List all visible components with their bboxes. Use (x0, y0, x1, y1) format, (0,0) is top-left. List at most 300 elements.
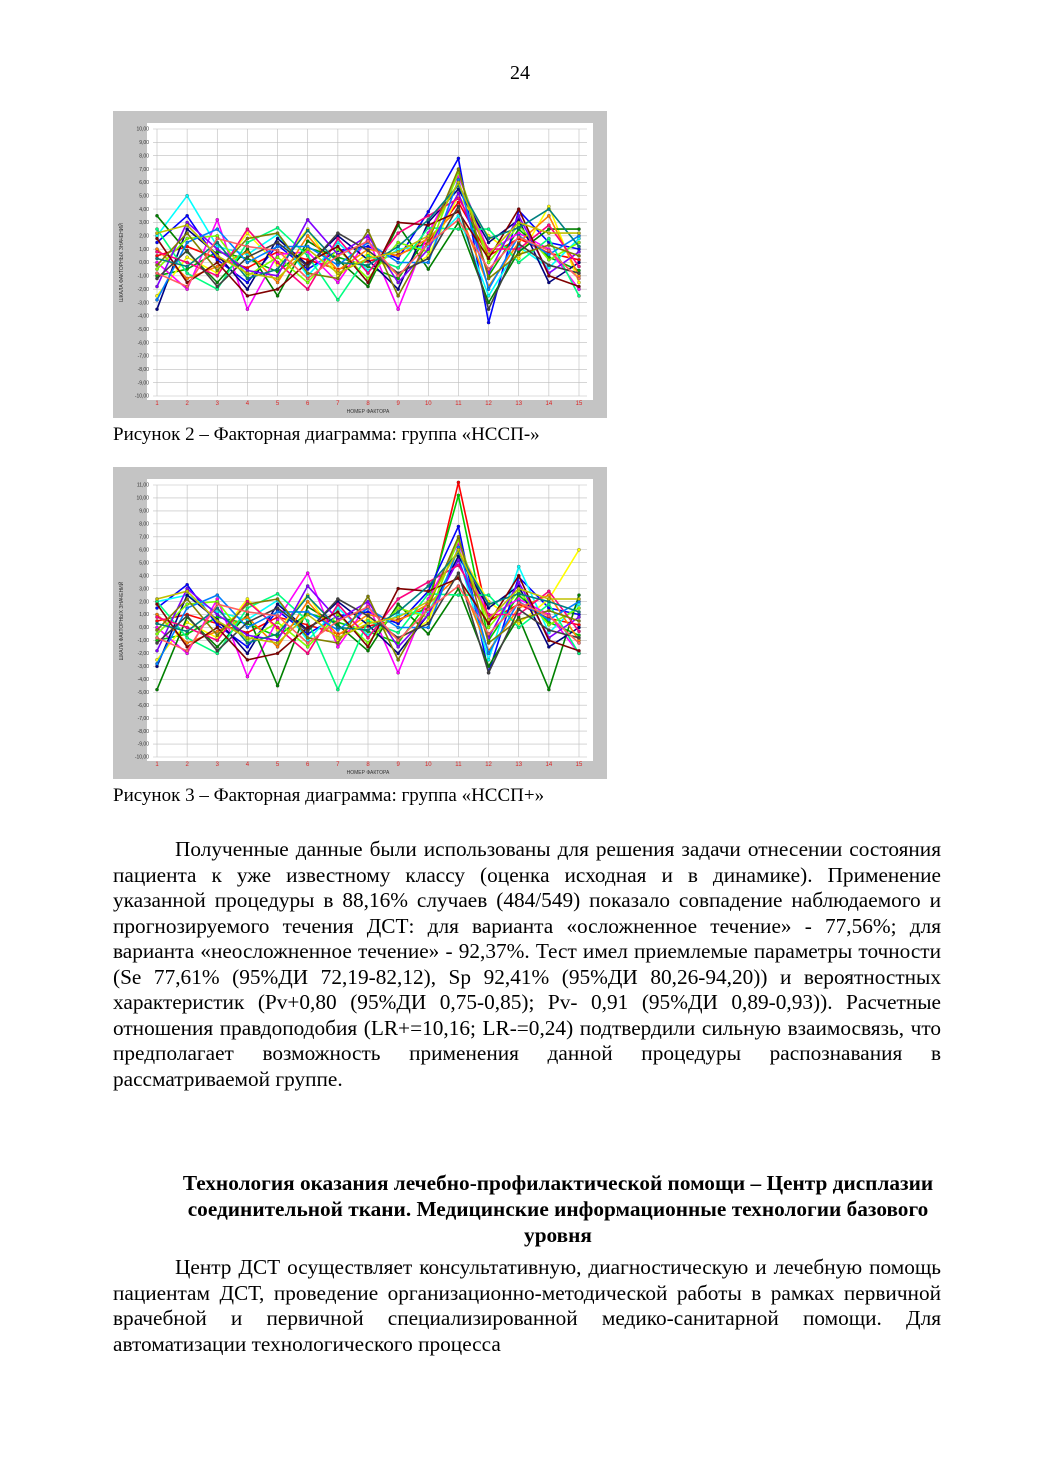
y-tick-label: -9,00 (137, 380, 149, 387)
data-point (427, 622, 430, 625)
y-tick-label: -3,00 (137, 300, 149, 307)
data-point (577, 606, 580, 609)
data-point (397, 266, 400, 269)
data-point (487, 622, 490, 625)
data-point (306, 281, 309, 284)
data-point (246, 288, 249, 291)
data-point (186, 261, 189, 264)
data-point (366, 285, 369, 288)
data-point (336, 641, 339, 644)
data-point (306, 248, 309, 251)
y-tick-label: -8,00 (137, 728, 149, 735)
data-point (276, 294, 279, 297)
data-point (186, 597, 189, 600)
data-point (276, 597, 279, 600)
x-tick-label: 11 (455, 401, 462, 407)
y-tick-label: -6,00 (137, 340, 149, 347)
data-point (397, 616, 400, 619)
data-point (336, 281, 339, 284)
data-point (457, 205, 460, 208)
data-point (427, 234, 430, 237)
data-point (457, 548, 460, 551)
data-point (186, 265, 189, 268)
data-point (427, 242, 430, 245)
data-point (155, 257, 158, 260)
y-tick-label: 6,00 (139, 180, 149, 187)
data-point (517, 601, 520, 604)
data-point (155, 277, 158, 280)
data-point (186, 194, 189, 197)
data-point (306, 265, 309, 268)
data-point (427, 600, 430, 603)
data-point (547, 264, 550, 267)
data-point (276, 641, 279, 644)
y-tick-label: 6,00 (139, 547, 149, 554)
data-point (216, 626, 219, 629)
data-point (427, 584, 430, 587)
data-point (487, 257, 490, 260)
y-tick-label: 1,00 (139, 246, 149, 253)
data-point (397, 652, 400, 655)
data-point (306, 605, 309, 608)
data-point (547, 214, 550, 217)
data-point (366, 628, 369, 631)
data-point (547, 597, 550, 600)
data-point (155, 662, 158, 665)
y-axis-label: ШКАЛА ФАКТОРНЫХ ЗНАЧЕНИЙ (119, 581, 125, 661)
data-point (336, 645, 339, 648)
data-point (216, 639, 219, 642)
y-tick-label: -2,00 (137, 286, 149, 293)
x-tick-label: 6 (306, 762, 310, 768)
data-point (547, 614, 550, 617)
data-point (577, 597, 580, 600)
data-point (155, 308, 158, 311)
x-tick-label: 1 (155, 762, 159, 768)
y-tick-label: -9,00 (137, 741, 149, 748)
data-point (306, 584, 309, 587)
data-point (306, 254, 309, 257)
data-point (246, 256, 249, 259)
data-point (397, 597, 400, 600)
y-tick-label: -5,00 (137, 326, 149, 333)
data-point (517, 257, 520, 260)
data-point (186, 228, 189, 231)
x-tick-label: 14 (545, 401, 553, 407)
data-point (336, 237, 339, 240)
data-point (577, 250, 580, 253)
data-point (397, 645, 400, 648)
data-point (397, 250, 400, 253)
data-point (246, 277, 249, 280)
data-point (186, 590, 189, 593)
data-point (487, 626, 490, 629)
data-point (427, 257, 430, 260)
data-point (216, 218, 219, 221)
data-point (276, 621, 279, 624)
data-point (547, 232, 550, 235)
data-point (397, 619, 400, 622)
data-point (216, 634, 219, 637)
data-point (155, 636, 158, 639)
y-tick-label: -8,00 (137, 367, 149, 373)
data-point (336, 636, 339, 639)
data-point (155, 285, 158, 288)
x-tick-label: 9 (396, 762, 400, 768)
data-point (155, 237, 158, 240)
data-point (427, 590, 430, 593)
data-point (577, 285, 580, 288)
data-point (216, 603, 219, 606)
data-point (216, 593, 219, 596)
data-point (276, 606, 279, 609)
data-point (246, 241, 249, 244)
data-point (155, 268, 158, 271)
data-point (246, 616, 249, 619)
x-axis-label: НОМЕР ФАКТОРА (346, 409, 390, 415)
data-point (397, 308, 400, 311)
x-axis-label: НОМЕР ФАКТОРА (346, 770, 390, 776)
data-point (457, 197, 460, 200)
data-point (276, 261, 279, 264)
y-tick-label: 7,00 (139, 166, 149, 173)
data-point (487, 671, 490, 674)
data-point (547, 224, 550, 227)
data-point (366, 605, 369, 608)
data-point (306, 600, 309, 603)
data-point (186, 256, 189, 259)
data-point (186, 649, 189, 652)
x-tick-label: 6 (306, 401, 310, 407)
data-point (276, 241, 279, 244)
data-point (336, 298, 339, 301)
data-point (306, 571, 309, 574)
chart-svg-2 (113, 467, 607, 779)
data-point (336, 254, 339, 257)
data-point (457, 228, 460, 231)
data-point (216, 645, 219, 648)
section-heading: Технология оказания лечебно-профилактической помощи – Центр дисплазии соединительной ткани. Медицинские информационные технологии базового уровня (182, 1171, 934, 1247)
data-point (577, 548, 580, 551)
x-tick-label: 3 (215, 401, 219, 407)
data-point (276, 614, 279, 617)
data-point (336, 619, 339, 622)
y-axis-label: ШКАЛА ФАКТОРНЫХ ЗНАЧЕНИЙ (119, 223, 125, 302)
data-point (155, 628, 158, 631)
data-point (216, 228, 219, 231)
data-point (186, 241, 189, 244)
factor-chart-2 (113, 467, 607, 779)
data-point (246, 606, 249, 609)
data-point (487, 606, 490, 609)
data-point (246, 272, 249, 275)
data-point (246, 636, 249, 639)
y-tick-label: -7,00 (137, 353, 149, 360)
data-point (547, 645, 550, 648)
data-point (547, 609, 550, 612)
data-point (186, 232, 189, 235)
figure-caption-2: Рисунок 3 – Факторная диаграмма: группа «НССП+» (113, 785, 545, 806)
data-point (186, 630, 189, 633)
data-point (246, 658, 249, 661)
x-tick-label: 14 (545, 762, 553, 768)
y-tick-label: 3,00 (139, 586, 149, 593)
data-point (155, 632, 158, 635)
data-point (397, 606, 400, 609)
data-point (397, 254, 400, 257)
data-point (457, 218, 460, 221)
data-point (216, 237, 219, 240)
data-point (216, 265, 219, 268)
data-point (366, 272, 369, 275)
data-point (246, 675, 249, 678)
data-point (246, 308, 249, 311)
data-point (186, 606, 189, 609)
data-point (547, 237, 550, 240)
data-point (155, 232, 158, 235)
data-point (336, 603, 339, 606)
data-point (276, 684, 279, 687)
data-point (155, 250, 158, 253)
data-point (427, 608, 430, 611)
data-point (577, 294, 580, 297)
data-point (276, 249, 279, 252)
data-point (457, 157, 460, 160)
data-point (487, 228, 490, 231)
data-point (336, 232, 339, 235)
data-point (457, 167, 460, 170)
data-point (246, 261, 249, 264)
x-tick-label: 7 (336, 401, 340, 407)
data-point (457, 525, 460, 528)
data-point (397, 274, 400, 277)
data-point (427, 214, 430, 217)
data-point (155, 264, 158, 267)
y-tick-label: 2,00 (139, 233, 149, 240)
data-point (397, 245, 400, 248)
data-point (457, 181, 460, 184)
data-point (577, 641, 580, 644)
data-point (366, 636, 369, 639)
data-point (155, 597, 158, 600)
data-point (487, 603, 490, 606)
data-point (547, 244, 550, 247)
data-point (397, 603, 400, 606)
data-point (517, 226, 520, 229)
data-point (517, 261, 520, 264)
data-point (487, 593, 490, 596)
data-point (336, 261, 339, 264)
data-point (547, 253, 550, 256)
y-tick-label: -6,00 (137, 702, 149, 709)
y-tick-label: -1,00 (137, 273, 149, 280)
data-point (276, 232, 279, 235)
data-point (517, 221, 520, 224)
data-point (487, 277, 490, 280)
data-point (577, 281, 580, 284)
y-tick-label: -10,00 (134, 754, 149, 761)
data-point (517, 608, 520, 611)
data-point (216, 613, 219, 616)
data-point (186, 626, 189, 629)
x-tick-label: 15 (575, 401, 583, 407)
y-tick-label: 4,00 (139, 206, 149, 213)
data-point (246, 645, 249, 648)
data-point (547, 228, 550, 231)
data-point (276, 603, 279, 606)
data-point (397, 288, 400, 291)
data-point (397, 626, 400, 629)
data-point (397, 631, 400, 634)
data-point (336, 277, 339, 280)
data-point (366, 229, 369, 232)
data-point (547, 593, 550, 596)
data-point (427, 581, 430, 584)
data-point (216, 248, 219, 251)
data-point (276, 277, 279, 280)
data-point (246, 621, 249, 624)
data-point (427, 218, 430, 221)
data-point (276, 288, 279, 291)
x-tick-label: 13 (515, 401, 523, 407)
y-tick-label: -1,00 (137, 638, 149, 645)
x-tick-label: 10 (424, 401, 432, 407)
data-point (517, 581, 520, 584)
data-point (577, 593, 580, 596)
data-point (216, 269, 219, 272)
data-point (517, 236, 520, 239)
y-tick-label: 11,00 (136, 482, 149, 489)
data-point (276, 245, 279, 248)
data-point (366, 622, 369, 625)
data-point (487, 308, 490, 311)
data-point (366, 649, 369, 652)
data-point (397, 639, 400, 642)
data-point (457, 571, 460, 574)
y-tick-label: 10,00 (136, 126, 149, 133)
data-point (517, 242, 520, 245)
data-point (306, 240, 309, 243)
y-tick-label: -4,00 (137, 313, 149, 320)
data-point (306, 613, 309, 616)
data-point (216, 254, 219, 257)
data-point (487, 321, 490, 324)
body-paragraph-2: Центр ДСТ осуществляет консультативную, диагностическую и лечебную помощь пациентам ДСТ, проведение организационно-методической работы в рамках первичной врачебной и первичной специализированной медико-санитарной помощи. Для автоматизации технологического процесса (113, 1255, 941, 1356)
data-point (397, 671, 400, 674)
data-point (397, 587, 400, 590)
x-tick-label: 9 (396, 401, 400, 407)
data-point (306, 595, 309, 598)
data-point (427, 261, 430, 264)
data-point (306, 261, 309, 264)
data-point (457, 494, 460, 497)
data-point (276, 592, 279, 595)
data-point (397, 658, 400, 661)
data-point (366, 645, 369, 648)
data-point (186, 583, 189, 586)
figure-caption-1: Рисунок 2 – Факторная диаграмма: группа «НССП-» (113, 424, 540, 445)
y-tick-label: 0,00 (139, 625, 149, 632)
data-point (336, 688, 339, 691)
data-point (517, 618, 520, 621)
data-point (246, 245, 249, 248)
data-point (216, 649, 219, 652)
data-point (216, 630, 219, 633)
data-point (186, 237, 189, 240)
data-point (366, 264, 369, 267)
data-point (186, 285, 189, 288)
data-point (517, 592, 520, 595)
x-tick-label: 8 (366, 762, 370, 768)
data-point (336, 245, 339, 248)
x-tick-label: 1 (155, 401, 159, 407)
x-tick-label: 2 (185, 762, 189, 768)
data-point (427, 613, 430, 616)
data-point (336, 272, 339, 275)
data-point (577, 232, 580, 235)
data-point (487, 253, 490, 256)
y-tick-label: 5,00 (139, 193, 149, 200)
data-point (547, 208, 550, 211)
data-point (397, 610, 400, 613)
data-point (517, 565, 520, 568)
data-point (397, 241, 400, 244)
data-point (457, 535, 460, 538)
data-point (487, 237, 490, 240)
x-tick-label: 2 (185, 401, 189, 407)
data-point (517, 622, 520, 625)
data-point (457, 584, 460, 587)
data-point (186, 272, 189, 275)
y-tick-label: 0,00 (139, 260, 149, 267)
y-tick-label: 3,00 (139, 220, 149, 227)
data-point (397, 221, 400, 224)
data-point (186, 614, 189, 617)
y-tick-label: -4,00 (137, 676, 149, 683)
y-tick-label: -10,00 (134, 393, 149, 400)
data-point (427, 210, 430, 213)
data-point (306, 229, 309, 232)
data-point (276, 268, 279, 271)
data-point (246, 626, 249, 629)
data-point (487, 658, 490, 661)
data-point (517, 214, 520, 217)
data-point (427, 632, 430, 635)
y-tick-label: 5,00 (139, 560, 149, 567)
factor-chart-1 (113, 111, 607, 418)
data-point (577, 616, 580, 619)
data-point (487, 241, 490, 244)
data-point (547, 274, 550, 277)
data-point (155, 641, 158, 644)
data-point (306, 277, 309, 280)
x-tick-label: 12 (485, 762, 492, 768)
data-point (547, 639, 550, 642)
data-point (487, 618, 490, 621)
data-point (246, 250, 249, 253)
data-point (155, 616, 158, 619)
data-point (216, 274, 219, 277)
data-point (155, 298, 158, 301)
data-point (457, 559, 460, 562)
data-point (155, 603, 158, 606)
y-tick-label: -2,00 (137, 651, 149, 658)
data-point (547, 623, 550, 626)
x-tick-label: 5 (275, 401, 280, 407)
data-point (276, 652, 279, 655)
data-point (306, 645, 309, 648)
data-point (336, 610, 339, 613)
